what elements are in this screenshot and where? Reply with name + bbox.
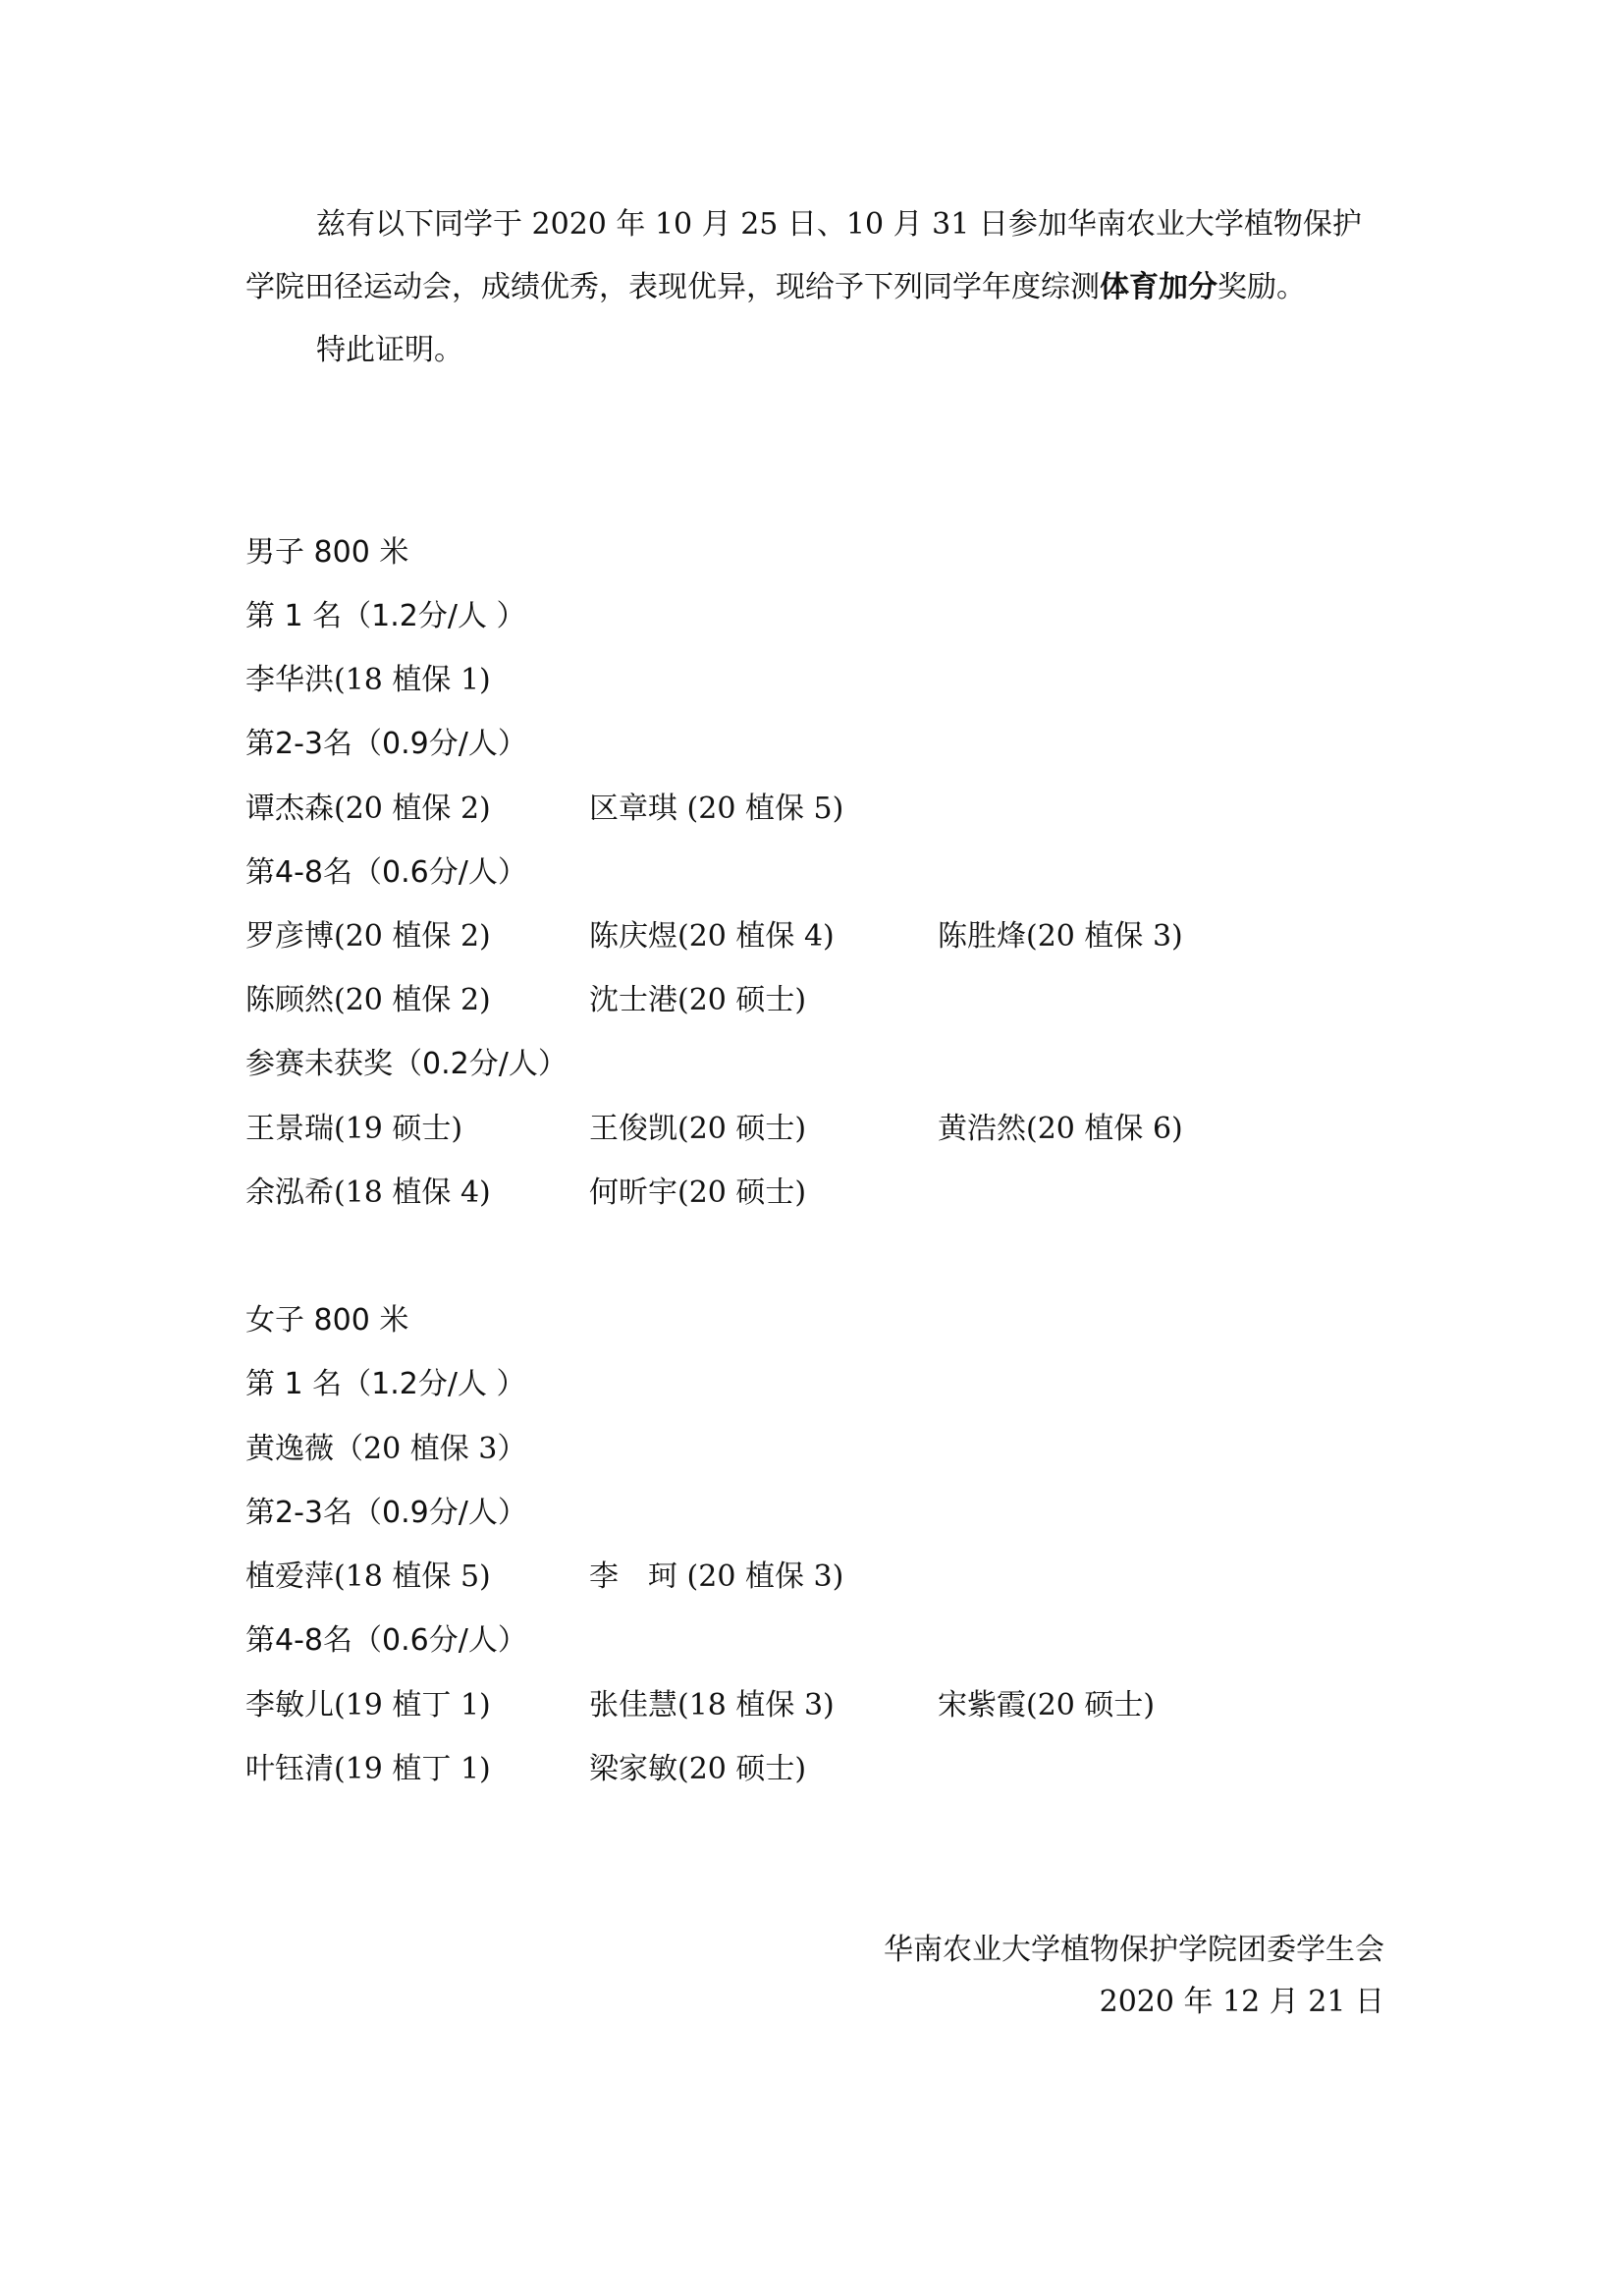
men-participant-entry: 何昕宇(20 硕士): [589, 1175, 807, 1210]
men-third-entry: 陈胜烽(20 植保 3): [938, 919, 1183, 954]
men-third-entry: 罗彦博(20 植保 2): [245, 919, 491, 954]
men-participant-entry: 王景瑞(19 硕士): [245, 1112, 463, 1146]
men-second-entry: 区章琪 (20 植保 5): [589, 792, 844, 826]
men-first-entry: 李华洪(18 植保 1): [245, 663, 491, 697]
intro-text-a: 兹有以下同学于 2020 年 10 月 25 日、10 月 31 日参加华南农业大学植物保护学院田径运动会，成绩优秀，表现优异，现给予下列同学年度综测: [245, 207, 1362, 304]
women-first-heading: 第 1 名（1.2分/人 ）: [245, 1367, 526, 1401]
women-second-heading: 第2-3名（0.9分/人）: [245, 1496, 527, 1530]
men-section-title: 男子 800 米: [245, 535, 409, 570]
women-third-entry: 张佳慧(18 植保 3): [589, 1688, 835, 1722]
women-third-entry: 李敏儿(19 植丁 1): [245, 1688, 491, 1722]
intro-text-b: 奖励。: [1217, 270, 1306, 304]
men-third-entry: 沈士港(20 硕士): [589, 983, 807, 1017]
men-second-entry: 谭杰森(20 植保 2): [245, 792, 491, 826]
intro-bold-text: 体育加分: [1100, 270, 1217, 304]
men-participant-entry: 王俊凯(20 硕士): [589, 1112, 807, 1146]
men-third-heading: 第4-8名（0.6分/人）: [245, 855, 527, 890]
men-third-entry: 陈顾然(20 植保 2): [245, 983, 491, 1017]
women-third-heading: 第4-8名（0.6分/人）: [245, 1623, 527, 1658]
men-third-entry: 陈庆煜(20 植保 4): [589, 919, 835, 954]
men-participant-entry: 黄浩然(20 植保 6): [938, 1112, 1183, 1146]
men-second-heading: 第2-3名（0.9分/人）: [245, 727, 527, 761]
men-first-heading: 第 1 名（1.2分/人 ）: [245, 599, 526, 633]
closing-statement: 特此证明。: [316, 333, 463, 367]
intro-paragraph: [245, 193, 1384, 319]
women-second-entry: 李 珂 (20 植保 3): [589, 1559, 844, 1594]
women-first-entry: 黄逸薇（20 植保 3）: [245, 1432, 527, 1466]
men-participant-heading: 参赛未获奖（0.2分/人）: [245, 1047, 568, 1081]
women-section-title: 女子 800 米: [245, 1303, 409, 1338]
women-second-entry: 植爱萍(18 植保 5): [245, 1559, 491, 1594]
issuing-organization: 华南农业大学植物保护学院团委学生会: [884, 1933, 1384, 1967]
intro-block: [245, 193, 1384, 382]
women-third-entry: 叶钰清(19 植丁 1): [245, 1752, 491, 1786]
issue-date: 2020 年 12 月 21 日: [1099, 1985, 1384, 2019]
women-third-entry: 梁家敏(20 硕士): [589, 1752, 807, 1786]
men-participant-entry: 余泓希(18 植保 4): [245, 1175, 491, 1210]
women-third-entry: 宋紫霞(20 硕士): [938, 1688, 1156, 1722]
